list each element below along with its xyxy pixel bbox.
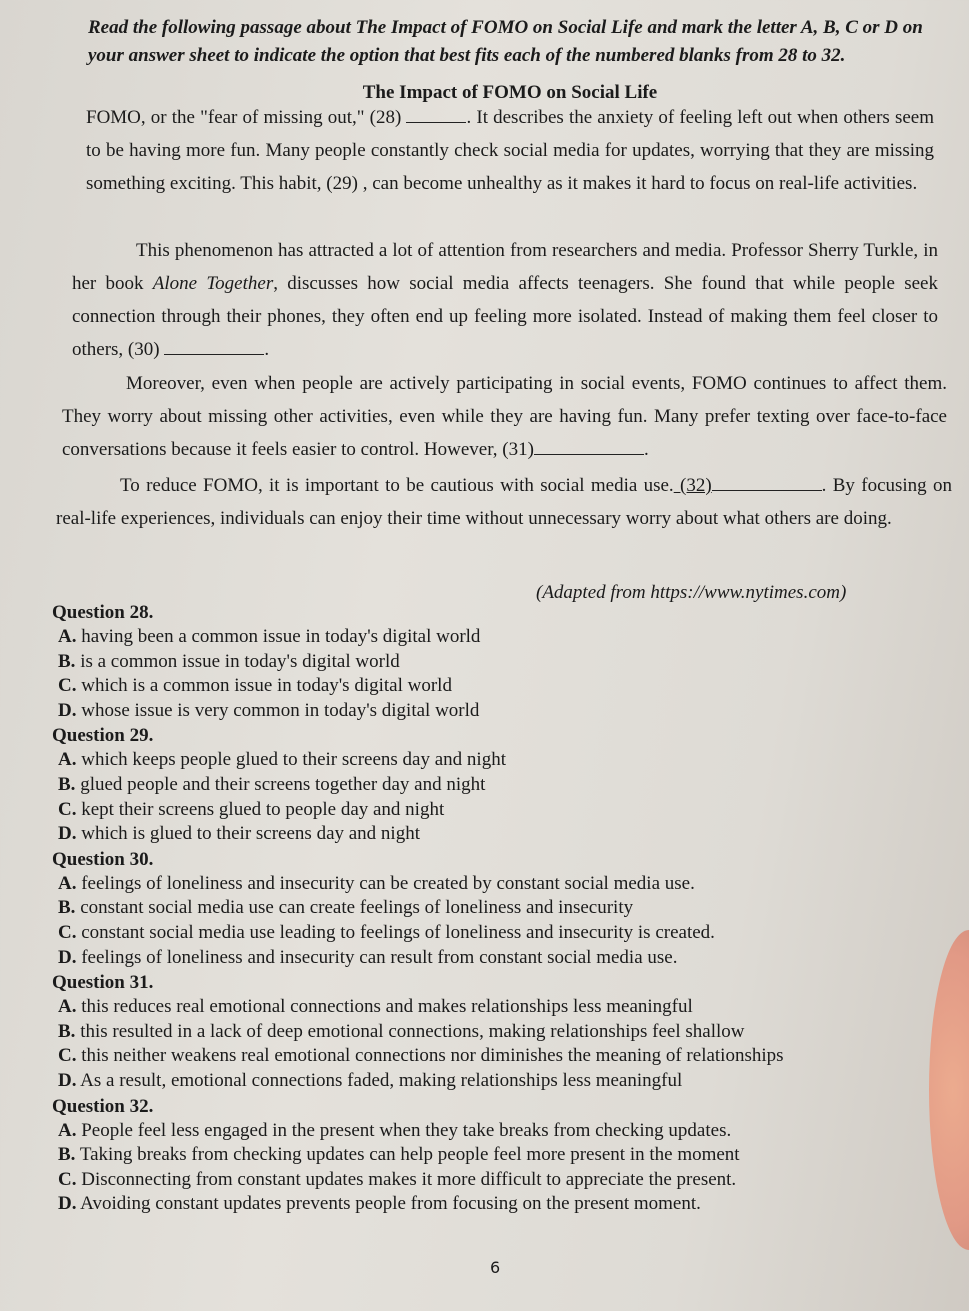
option-c: C. constant social media use leading to feelings of loneliness and insecurity is created.	[58, 921, 715, 943]
option-a: A. which keeps people glued to their screens day and night	[58, 749, 506, 771]
question-30	[52, 847, 912, 970]
question-label: Question 30.	[52, 848, 154, 870]
question-label: Question 29.	[52, 725, 154, 747]
question-label: Question 28.	[52, 602, 154, 623]
paragraph-2: This phenomenon has attracted a lot of attention from researchers and media. Professor Sherry Turkle, in her book Alone Together, discusses how social media affects teenagers. She found that while people seek connection through their phones, they often end up feeling more isolated. Instead of making them feel closer to others, (30) .	[72, 240, 938, 360]
option-b: B. this resulted in a lack of deep emotional connections, making relationships feel shallow	[58, 1020, 745, 1042]
question-label: Question 32.	[52, 1095, 154, 1117]
option-c: C. Disconnecting from constant updates makes it more difficult to appreciate the present.	[58, 1168, 737, 1190]
option-d: D. which is glued to their screens day and night	[58, 823, 420, 845]
option-a: A. feelings of loneliness and insecurity can be created by constant social media use.	[58, 872, 695, 894]
blank-28	[406, 106, 466, 123]
option-a: A. this reduces real emotional connections and makes relationships less meaningful	[58, 996, 693, 1018]
question-28	[52, 600, 912, 723]
paragraph-1: FOMO, or the "fear of missing out," (28) . It describes the anxiety of feeling left out when others seem to be having more fun. Many people constantly check social media for updates, worrying that they are missing something exciting. This habit, (29) , can become unhealthy as it makes it hard to focus on real-life activities.	[86, 107, 934, 194]
option-d: D. Avoiding constant updates prevents people from focusing on the present moment.	[58, 1193, 701, 1215]
paragraph-3: Moreover, even when people are actively participating in social events, FOMO continues to affect them. They worry about missing other activities, even while they are having fun. Many prefer texting over face-to-face conversations because it feels easier to control. However, (31) .	[62, 373, 947, 460]
option-c: C. kept their screens glued to people day and night	[58, 798, 445, 820]
option-d: D. As a result, emotional connections faded, making relationships less meaningful	[58, 1069, 683, 1091]
option-b: B. constant social media use can create feelings of loneliness and insecurity	[58, 897, 634, 919]
option-d: D. whose issue is very common in today's digital world	[58, 699, 480, 721]
question-32	[52, 1094, 912, 1217]
question-29	[52, 723, 912, 846]
option-a: A. People feel less engaged in the present when they take breaks from checking updates.	[58, 1119, 732, 1141]
blank-30	[164, 338, 264, 355]
instructions: Read the following passage about The Impact of FOMO on Social Life and mark the letter A, B, C or D on your answer sheet to indicate the option that best fits each of the numbered blanks from 28 to 32.	[88, 17, 923, 66]
question-label: Question 31.	[52, 972, 154, 994]
paragraph-4: To reduce FOMO, it is important to be cautious with social media use. (32) . By focusing on real-life experiences, individuals can enjoy their time without unnecessary worry about what others are doing.	[56, 475, 953, 529]
book-title: Alone Together	[152, 273, 274, 294]
passage-title: The Impact of FOMO on Social Life	[362, 82, 658, 103]
option-a: A. having been a common issue in today's digital world	[58, 626, 481, 647]
blank-31	[534, 438, 644, 455]
finger-edge	[929, 930, 969, 1250]
option-c: C. this neither weakens real emotional connections nor diminishes the meaning of relationships	[58, 1045, 784, 1067]
source-citation: (Adapted from https://www.nytimes.com)	[536, 582, 847, 603]
page-number: 6	[490, 1258, 501, 1277]
option-b: B. Taking breaks from checking updates can help people feel more present in the moment	[58, 1144, 740, 1166]
blank-32	[712, 474, 822, 491]
option-b: B. is a common issue in today's digital world	[58, 650, 400, 672]
option-c: C. which is a common issue in today's digital world	[58, 675, 452, 697]
question-31	[52, 970, 912, 1093]
question-list	[52, 600, 912, 1217]
option-b: B. glued people and their screens together day and night	[58, 773, 486, 795]
option-d: D. feelings of loneliness and insecurity can result from constant social media use.	[58, 946, 678, 968]
